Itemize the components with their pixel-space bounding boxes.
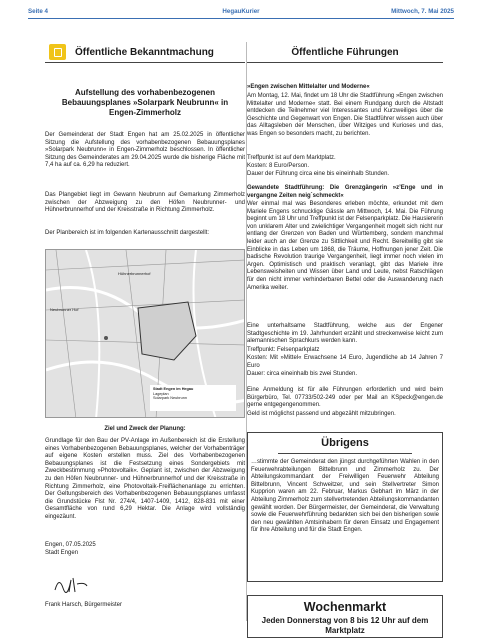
section-rule bbox=[247, 62, 443, 63]
map-label-1: Hühnerbrunnerhof bbox=[118, 271, 151, 276]
newspaper-name: HegauKurier bbox=[222, 7, 260, 15]
planning-subhead: Ziel und Zweck der Planung: bbox=[104, 426, 186, 432]
section-title-announcement: Öffentliche Bekanntmachung bbox=[75, 46, 214, 58]
map-legend-line-1: Lageplan bbox=[153, 391, 169, 396]
banner-title: Wochenmarkt bbox=[303, 600, 387, 614]
page-number: Seite 4 bbox=[28, 7, 48, 15]
tour1-title: »Engen zwischen Mittelalter und Moderne« bbox=[247, 84, 370, 90]
tour2-meeting-point: Treffpunkt: Felsenparkplatz bbox=[247, 347, 320, 353]
uebrigens-box bbox=[247, 432, 443, 582]
signup-info: Eine Anmeldung ist für alle Führungen erforderlich und wird beim Bürgerbüro, Tel. 07733/502-249 oder per Mail an KSpeck@engen.de gerne entgegengenommen. bbox=[247, 387, 443, 409]
tour1-duration: Dauer der Führung circa eine bis eineinhalb Stunden. bbox=[247, 171, 390, 177]
uebrigens-body: …stimmte der Gemeinderat den jüngst durchgeführten Wahlen in den Feuerwehrabteilungen Bittelbrunn und Zimmerholz zu. Der Abteilungskommandant der Freiwilligen Feuerwehr Abteilung Bittelbrunn, Vincent Schweitzer, und sein Stellvertreter Simon Kupprion waren am 22. Februar, Markus Gebhart im März in der Abteilung Zimmerholz zum stellvertretenden Abteilungskommandanten gewählt worden. Der Bürgermeister, der Gemeinderat, die Verwaltung sowie die Feuerwehrführung bedankten sich bei den bisherigen sowie den neu gewählten Amtsinhabern für deren Einsatz und Engagement für ihre Abteilung und für die Stadt Engen. bbox=[251, 459, 439, 534]
section-title-tours: Öffentliche Führungen bbox=[291, 46, 399, 58]
uebrigens-title: Übrigens bbox=[321, 437, 369, 449]
announcement-paragraph-2: Das Plangebiet liegt im Gewann Neubrunn auf Gemarkung Zimmerholz zwischen der Abzweigung zu den Höfen Neubrunner- und Hühnerbrunnerhof und der Kreisstraße in Richtung Zimmerholz. bbox=[45, 192, 245, 214]
site-plan-map bbox=[45, 249, 245, 418]
announcement-headline: Aufstellung des vorhabenbezogenen Bebauungsplanes »Solarpark Neubrunn« in Engen-Zimmerholz bbox=[61, 88, 229, 117]
announcement-column bbox=[45, 42, 245, 621]
issuing-authority: Stadt Engen bbox=[45, 550, 79, 556]
banner-subtitle: Jeden Donnerstag von 8 bis 12 Uhr auf dem Marktplatz bbox=[261, 616, 429, 635]
place-date: Engen, 07.05.2025 bbox=[45, 542, 96, 548]
market-banner bbox=[247, 595, 443, 638]
tours-column bbox=[247, 42, 443, 621]
page-header bbox=[28, 4, 454, 18]
signup-note: Geld ist möglichst passend und abgezählt mitzubringen. bbox=[247, 411, 396, 417]
tour1-meeting-point: Treffpunkt ist auf dem Marktplatz. bbox=[247, 155, 336, 161]
announcement-paragraph-3: Der Planbereich ist im folgenden Kartenausschnitt dargestellt: bbox=[45, 230, 210, 236]
tour2-title: Gewandete Stadtführung: Die Grenzgängerin »z’Enge und in vergangne Zeiten neig`schmeckt« bbox=[247, 185, 443, 199]
uebrigens-rule bbox=[278, 453, 412, 454]
map-legend bbox=[150, 385, 236, 411]
tour1-cost: Kosten: 8 Euro/Person. bbox=[247, 163, 310, 169]
map-legend-line-2: Solarpark Neubrunn bbox=[153, 396, 187, 400]
signer-name: Frank Harsch, Bürgermeister bbox=[45, 602, 123, 608]
header-rule bbox=[28, 18, 454, 19]
section-rule bbox=[45, 62, 245, 63]
tour1-body: Am Montag, 12. Mai, findet um 18 Uhr die Stadtführung »Engen zwischen Mittelalter und Moderne« statt. Bei einem Rundgang durch die Altstadt entdecken die Teilnehmer viel Interessantes und Kurzweiliges über die Geschichte und Gegenwart von Engen. Die Stadtführer wissen auch über das Alltagsleben der Menschen, über Witziges und Kurioses und das, was Engen so besonders macht, zu berichten. bbox=[247, 93, 443, 137]
tour2-duration: Dauer: circa eineinhalb bis zwei Stunden. bbox=[247, 371, 358, 377]
signature-icon bbox=[51, 572, 91, 596]
city-emblem-icon bbox=[49, 44, 66, 60]
issue-date: Mittwoch, 7. Mai 2025 bbox=[391, 7, 454, 15]
map-label-2: Neubrunner Hof bbox=[50, 307, 79, 312]
tour2-cost: Kosten: Mit »Mittel« Erwachsene 14 Euro, Jugendliche ab 14 Jahren 7 Euro bbox=[247, 355, 443, 369]
map-legend-title: Stadt Engen im Hegau bbox=[153, 387, 194, 391]
tour2-more: Eine unterhaltsame Stadtführung, welche aus der Engener Stadtgeschichte im 19. Jahrhundert erzählt und streckenweise leicht zum alemannischen Sprachkurs werden kann. bbox=[247, 323, 443, 345]
tour2-body: Wer einmal mal was Besonderes erleben möchte, erkundet mit dem Mariele Engens schnucklige Gässle am Mittwoch, 14. Mai. Die Führung beginnt um 18 Uhr und Treffpunkt ist der Felsenparkplatz. Die Hausiererin von unklarem Alter und zwielichtiger Vergangenheit mogelt sich nicht nur entlang der Grenzen von Baden und Württemberg, sondern manchmal leider auch an der Grenze zu Sittlichkeit und Recht. Bereitwillig gibt sie Einblicke in das Leben um 1868, die Träume, Hoffnungen jener Zeit. Die badische Revolution traurige Vergangenheit, liegt immer noch vielen im Argen. Optimistisch und praktisch veranlagt, gibt das Mariele ihre Lebensweisheiten und Wissen über Land und Leute, nebst Ratschlägen für den nicht immer verhinderbaren Bettel oder die Auswanderung nach Amerika weiter. bbox=[247, 201, 443, 291]
announcement-paragraph-1: Der Gemeinderat der Stadt Engen hat am 25.02.2025 in öffentlicher Sitzung die Aufstellung des vorhabenbezogenen Bebauungsplanes »Solarpark Neubrunn« in Engen-Zimmerholz beschlossen. In öffentlicher Sitzung des Gemeinderates am 29.04.2025 wurde die bisherige Fläche mit 7,4 ha auf ca. 6,29 ha reduziert. bbox=[45, 132, 245, 169]
announcement-paragraph-4: Grundlage für den Bau der PV-Anlage im Außenbereich ist die Erstellung eines Vorhabenbezogenen Bebauungsplanes, welcher der Vorhabenträger auf eigene Kosten erstellen muss. Ziel des Vorhabenbezogenen Bebauungsplanes ist die Festsetzung eines Sondergebiets mit Zweckbestimmung »Photovoltaik«. Geplant ist, zwischen der Abzweigung zu den Höfen Neubrunner- und Hühnerbrunnerhof und der Kreisstraße in Richtung Zimmerholz, eine Photovoltaik-Freiflächenanlage zu errichten. Der Geltungsbereich des Vorhabenbezogenen Bebauungsplanes umfasst die Grundstücke Flst Nr. 274/4, 1407-1409, 1412, 828-831 mit einer Gesamtfläche von rund 6,29 Hektar. Die Anlage wird vollständig eingezäunt. bbox=[45, 438, 245, 520]
